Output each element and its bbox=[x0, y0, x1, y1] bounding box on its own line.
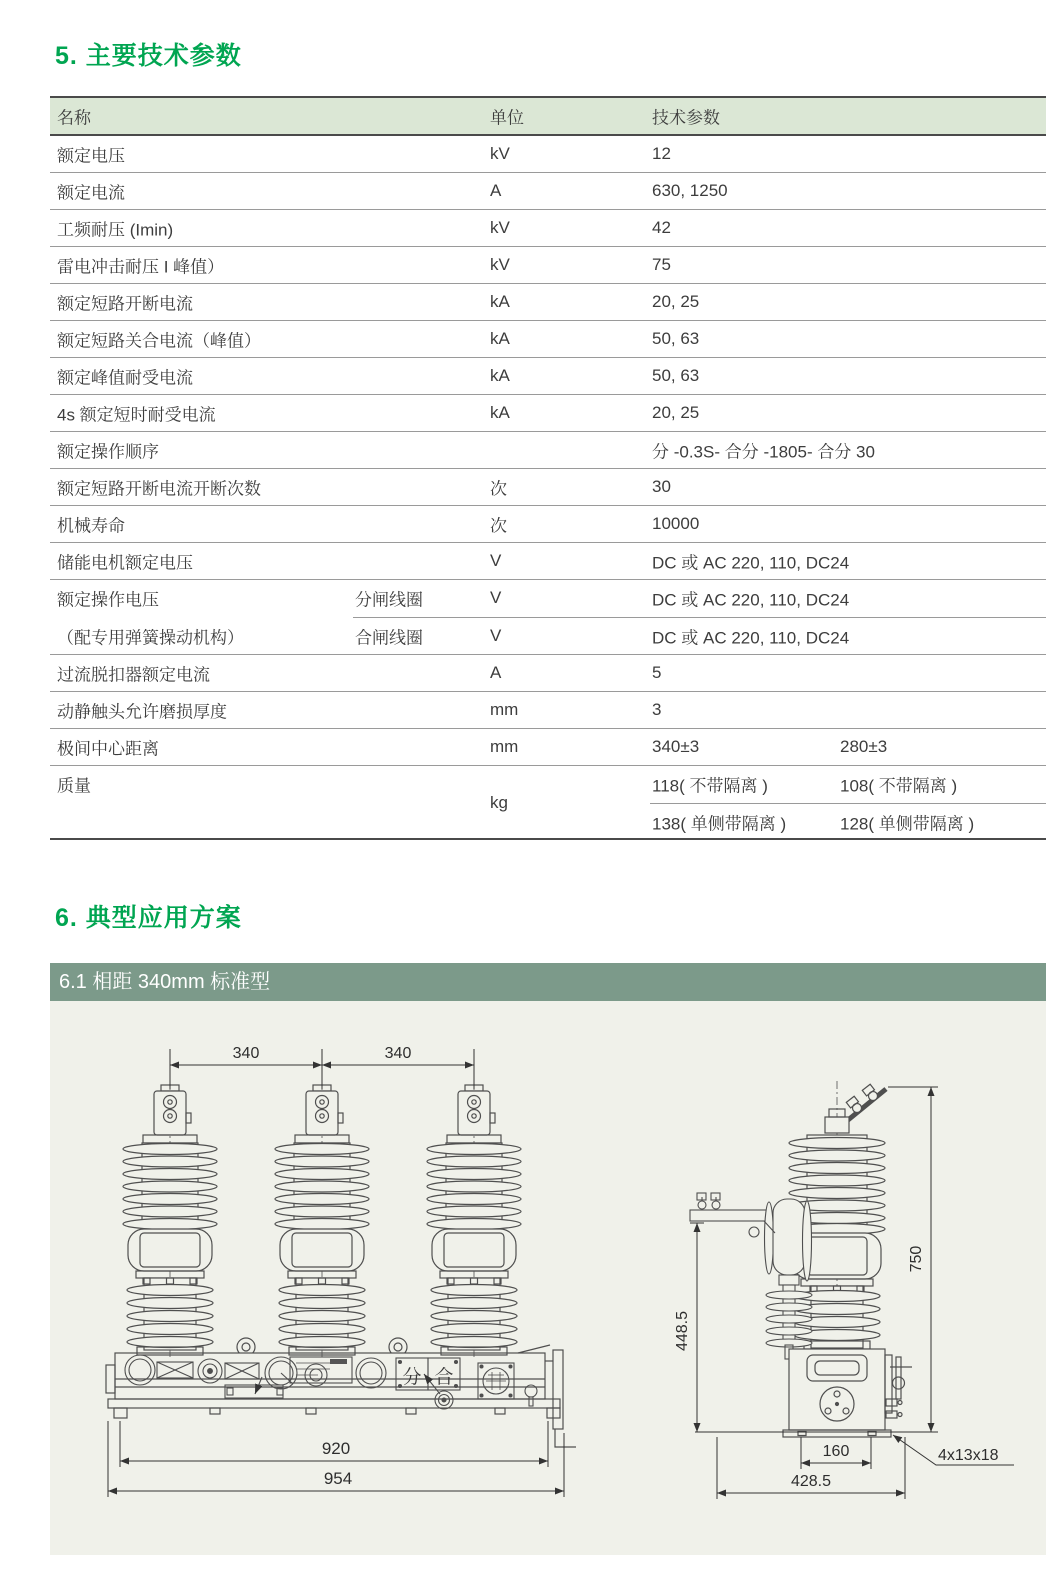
param-value: 3 bbox=[652, 700, 662, 719]
mass-value: 138( 单侧带隔离 ) bbox=[652, 814, 787, 834]
table-row bbox=[50, 321, 1046, 358]
param-value: 10000 bbox=[652, 514, 700, 533]
table-row bbox=[50, 469, 1046, 506]
dim-label-750: 750 bbox=[908, 1245, 925, 1273]
table-row bbox=[50, 543, 1046, 580]
technical-drawing bbox=[50, 1001, 1046, 1555]
param-name: 额定电流 bbox=[57, 183, 125, 203]
table-row bbox=[50, 432, 1046, 469]
param-value-340: 340±3 bbox=[652, 737, 700, 756]
param-name: 机械寿命 bbox=[57, 516, 125, 536]
param-unit: kV bbox=[490, 144, 510, 163]
param-name: 额定峰值耐受电流 bbox=[57, 368, 193, 388]
section6-heading: 6. 典型应用方案 bbox=[55, 904, 242, 932]
side-view bbox=[674, 1081, 1014, 1499]
param-value: 50, 63 bbox=[652, 329, 700, 348]
param-name: 质量 bbox=[57, 776, 91, 796]
dim-label-448: 448.5 bbox=[674, 1310, 691, 1352]
table-header-row bbox=[50, 96, 1046, 136]
param-name: 极间中心距离 bbox=[57, 739, 159, 759]
param-unit: 次 bbox=[490, 516, 507, 536]
param-name-line1: 额定操作电压 bbox=[57, 590, 159, 610]
dimension-pole-pitch bbox=[170, 1049, 474, 1089]
table-row bbox=[50, 210, 1046, 247]
side-view-base bbox=[783, 1349, 912, 1437]
mass-value: 108( 不带隔离 ) bbox=[840, 776, 958, 796]
slot-spec-label: 4x13x18 bbox=[938, 1447, 999, 1464]
param-value: 630, 1250 bbox=[652, 181, 728, 200]
param-name: 雷电冲击耐压 I 峰值） bbox=[57, 257, 225, 277]
table-row bbox=[50, 247, 1046, 284]
param-value: 5 bbox=[652, 663, 662, 682]
param-unit: A bbox=[490, 663, 502, 682]
drawing-panel bbox=[50, 1001, 1046, 1555]
param-value: 30 bbox=[652, 477, 671, 496]
subrow-divider bbox=[353, 617, 1046, 618]
indicator-open-label: 分 bbox=[402, 1367, 422, 1388]
dim-label-920: 920 bbox=[321, 1439, 351, 1458]
table-row-pole-distance bbox=[50, 729, 1046, 766]
front-view bbox=[106, 1045, 576, 1497]
table-row bbox=[50, 692, 1046, 729]
table-row bbox=[50, 284, 1046, 321]
param-value: 50, 63 bbox=[652, 366, 700, 385]
indicator-close-label: 合 bbox=[434, 1367, 454, 1388]
dimension-arm-448 bbox=[690, 1223, 704, 1432]
dim-label-428: 428.5 bbox=[790, 1473, 832, 1490]
subparam-value: DC 或 AC 220, 110, DC24 bbox=[652, 590, 850, 610]
param-name: 额定电压 bbox=[57, 146, 125, 166]
param-unit: V bbox=[490, 551, 502, 570]
param-value-280: 280±3 bbox=[840, 737, 888, 756]
table-row bbox=[50, 506, 1046, 543]
subparam-unit: V bbox=[490, 588, 502, 607]
table-row bbox=[50, 136, 1046, 173]
param-unit: mm bbox=[490, 737, 519, 756]
table-row bbox=[50, 395, 1046, 432]
mass-value: 128( 单侧带隔离 ) bbox=[840, 814, 975, 834]
subrow-divider bbox=[650, 803, 1046, 804]
param-name: 4s 额定短时耐受电流 bbox=[57, 405, 216, 425]
param-name: 过流脱扣器额定电流 bbox=[57, 665, 210, 685]
param-value: 12 bbox=[652, 144, 671, 163]
param-name: 工频耐压 (Imin) bbox=[57, 220, 174, 240]
header-value: 技术参数 bbox=[652, 108, 720, 128]
param-unit: A bbox=[490, 181, 502, 200]
table-row bbox=[50, 173, 1046, 210]
param-unit: 次 bbox=[490, 479, 507, 499]
subparam-label: 分闸线圈 bbox=[355, 590, 423, 610]
table-row bbox=[50, 655, 1046, 692]
param-name: 额定短路开断电流开断次数 bbox=[57, 479, 261, 499]
dim-label-pitch-left: 340 bbox=[232, 1045, 260, 1062]
param-name: 额定短路关合电流（峰值） bbox=[57, 331, 261, 351]
side-view-disconnector bbox=[690, 1193, 812, 1359]
param-unit: kV bbox=[490, 218, 510, 237]
section5-heading: 5. 主要技术参数 bbox=[55, 42, 242, 70]
mass-value: 118( 不带隔离 ) bbox=[652, 776, 768, 796]
front-view-frame bbox=[106, 1338, 576, 1447]
param-value: DC 或 AC 220, 110, DC24 bbox=[652, 553, 850, 573]
param-name: 额定操作顺序 bbox=[57, 442, 159, 462]
subparam-unit: V bbox=[490, 626, 502, 645]
param-unit: mm bbox=[490, 700, 519, 719]
param-unit: kV bbox=[490, 255, 510, 274]
dim-label-160: 160 bbox=[822, 1443, 850, 1460]
param-name-line2: （配专用弹簧操动机构） bbox=[57, 628, 244, 648]
table-row bbox=[50, 358, 1046, 395]
param-name: 额定短路开断电流 bbox=[57, 294, 193, 314]
param-value: 分 -0.3S- 合分 -1805- 合分 30 bbox=[652, 442, 875, 462]
dim-label-954: 954 bbox=[323, 1469, 353, 1488]
subparam-label: 合闸线圈 bbox=[355, 628, 423, 648]
table-row-operating-voltage bbox=[50, 580, 1046, 655]
header-name: 名称 bbox=[57, 108, 91, 128]
subparam-value: DC 或 AC 220, 110, DC24 bbox=[652, 628, 850, 648]
param-value: 42 bbox=[652, 218, 671, 237]
param-unit: kA bbox=[490, 403, 510, 422]
param-unit: kA bbox=[490, 329, 510, 348]
header-unit: 单位 bbox=[490, 108, 524, 128]
dim-label-pitch-right: 340 bbox=[384, 1045, 412, 1062]
param-value: 75 bbox=[652, 255, 671, 274]
param-name: 储能电机额定电压 bbox=[57, 553, 193, 573]
table-row-mass bbox=[50, 766, 1046, 840]
param-unit: kA bbox=[490, 366, 510, 385]
drawing-banner: 6.1 相距 340mm 标准型 bbox=[50, 963, 1046, 1001]
param-unit: kg bbox=[490, 793, 508, 812]
spec-table bbox=[50, 96, 1046, 840]
param-value: 20, 25 bbox=[652, 292, 700, 311]
param-name: 动静触头允许磨损厚度 bbox=[57, 702, 227, 722]
param-value: 20, 25 bbox=[652, 403, 700, 422]
param-unit: kA bbox=[490, 292, 510, 311]
